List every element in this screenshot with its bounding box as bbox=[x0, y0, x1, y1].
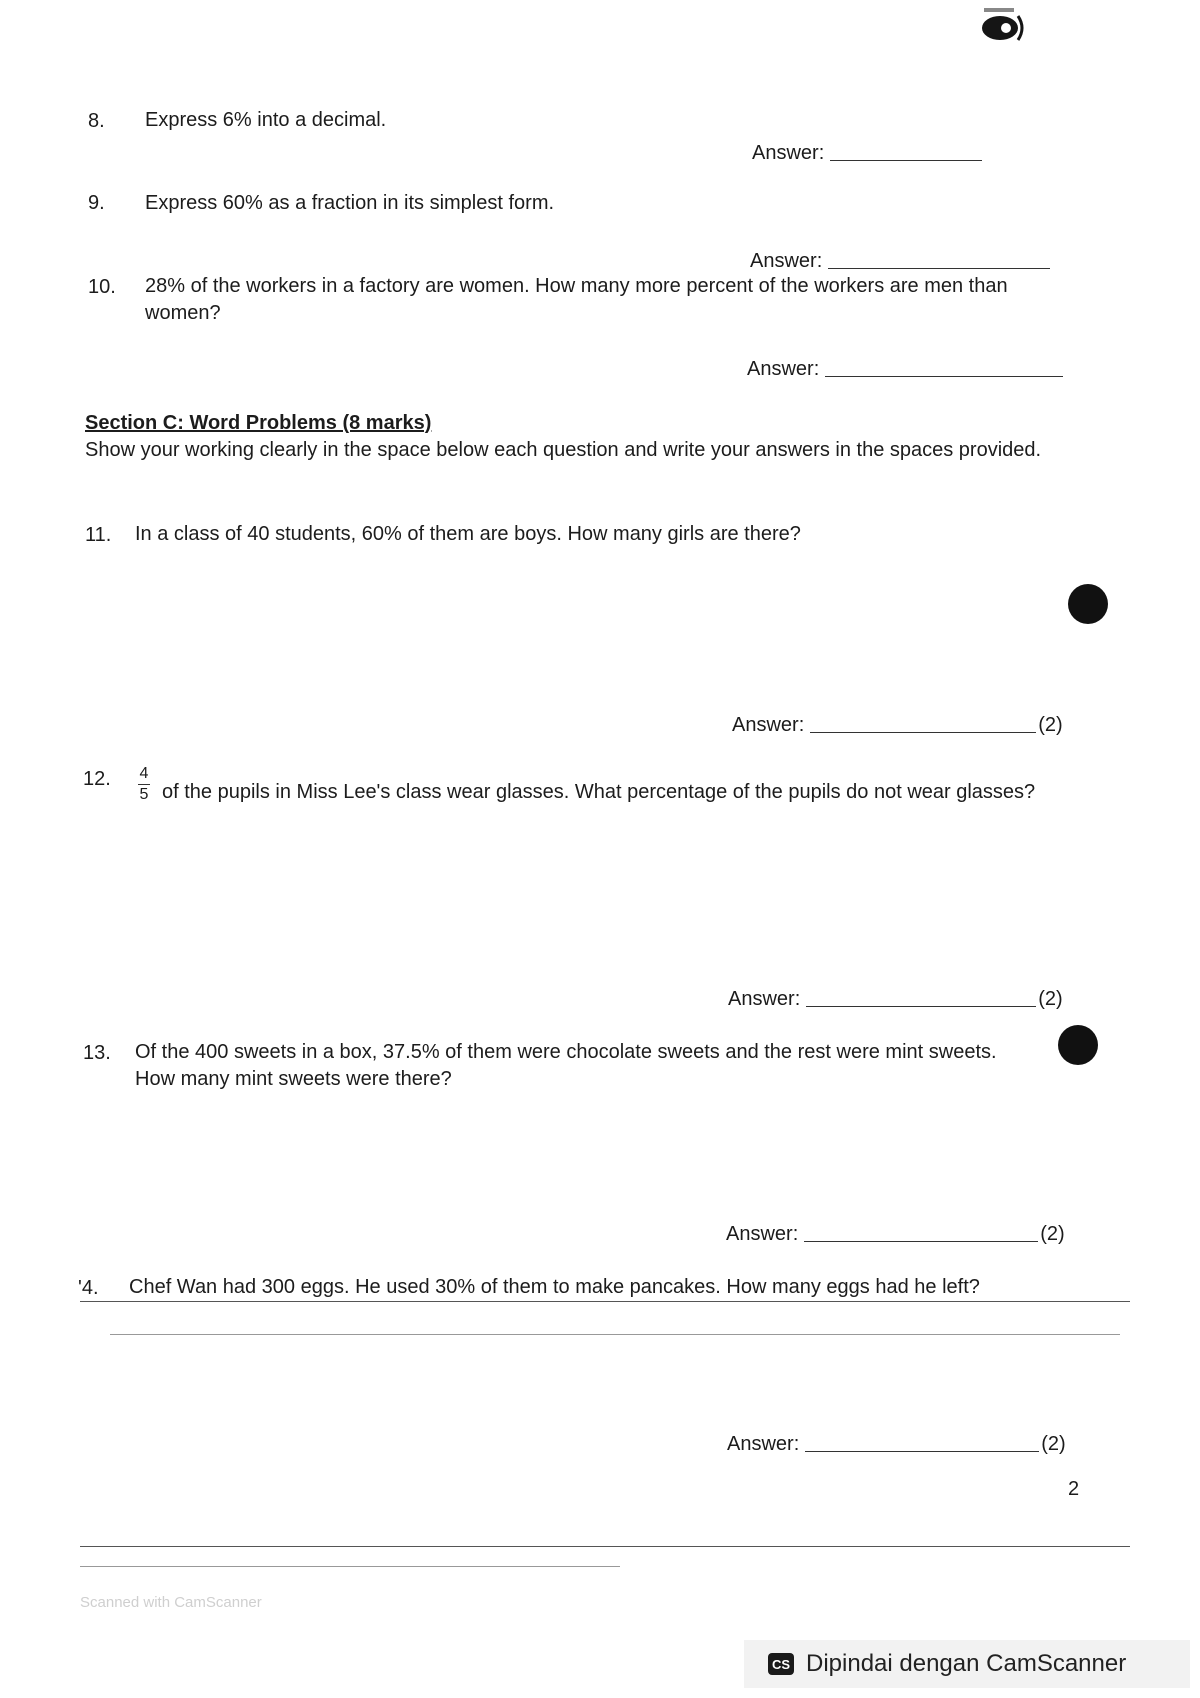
answer-line[interactable] bbox=[825, 376, 1063, 377]
question-12-number: 12. bbox=[83, 768, 111, 790]
question-12-text: of the pupils in Miss Lee's class wear glasses. What percentage of the pupils do not wear glasses? bbox=[162, 781, 1036, 803]
page-bottom-rule bbox=[80, 1546, 1130, 1547]
answer-line[interactable] bbox=[804, 1241, 1038, 1242]
question-13-answer[interactable] bbox=[726, 1223, 1065, 1246]
question-9-answer[interactable] bbox=[750, 250, 1050, 273]
question-10-answer[interactable] bbox=[747, 358, 1063, 381]
question-9-number: 9. bbox=[88, 192, 105, 214]
section-c-title: Section C: Word Problems (8 marks) bbox=[85, 412, 432, 434]
question-11-answer[interactable] bbox=[732, 714, 1063, 737]
question-10-number: 10. bbox=[88, 276, 116, 298]
question-12-answer[interactable] bbox=[728, 988, 1063, 1011]
answer-label: Answer: bbox=[732, 714, 805, 736]
answer-label: Answer: bbox=[728, 988, 801, 1010]
punch-hole-mark bbox=[1058, 1025, 1098, 1065]
question-8-answer[interactable] bbox=[752, 142, 982, 165]
page-number: 2 bbox=[1068, 1478, 1080, 1500]
camscanner-banner-text: Dipindai dengan CamScanner bbox=[806, 1650, 1127, 1677]
question-12-marks: (2) bbox=[1038, 988, 1063, 1010]
corner-stamp-icon bbox=[978, 6, 1028, 44]
question-14-answer[interactable] bbox=[727, 1433, 1066, 1456]
fraction-numerator: 4 bbox=[139, 765, 149, 782]
answer-label: Answer: bbox=[752, 142, 825, 164]
answer-label: Answer: bbox=[747, 358, 820, 380]
question-13-text: Of the 400 sweets in a box, 37.5% of them were chocolate sweets and the rest were mint sweets. How many mint sweets were there? bbox=[135, 1041, 997, 1090]
answer-line[interactable] bbox=[828, 268, 1050, 269]
question-11-text: In a class of 40 students, 60% of them are boys. How many girls are there? bbox=[135, 523, 801, 545]
section-c-instruction: Show your working clearly in the space below each question and write your answers in the spaces provided. bbox=[85, 439, 1042, 461]
question-13-marks: (2) bbox=[1040, 1223, 1065, 1245]
text-underline bbox=[80, 1301, 1130, 1302]
question-8-number: 8. bbox=[88, 110, 105, 132]
question-14-marks: (2) bbox=[1041, 1433, 1066, 1455]
answer-line[interactable] bbox=[805, 1451, 1039, 1452]
question-9-text: Express 60% as a fraction in its simplest form. bbox=[145, 192, 555, 214]
camscanner-logo-icon: CS bbox=[768, 1653, 794, 1675]
answer-label: Answer: bbox=[727, 1433, 800, 1455]
text-underline bbox=[110, 1334, 1120, 1335]
punch-hole-mark bbox=[1068, 584, 1108, 624]
answer-label: Answer: bbox=[750, 250, 823, 272]
question-8-text: Express 6% into a decimal. bbox=[145, 109, 387, 131]
question-14-number: '4. bbox=[78, 1277, 99, 1299]
question-11-marks: (2) bbox=[1038, 714, 1063, 736]
question-13-number: 13. bbox=[83, 1042, 111, 1064]
question-14-text: Chef Wan had 300 eggs. He used 30% of them to make pancakes. How many eggs had he left? bbox=[129, 1276, 980, 1298]
answer-label: Answer: bbox=[726, 1223, 799, 1245]
page-bottom-rule bbox=[80, 1566, 620, 1567]
question-10-text: 28% of the workers in a factory are women. How many more percent of the workers are men than women? bbox=[145, 275, 1008, 324]
answer-line[interactable] bbox=[806, 1006, 1036, 1007]
question-11-number: 11. bbox=[85, 524, 112, 546]
camscanner-banner bbox=[744, 1640, 1190, 1688]
answer-line[interactable] bbox=[810, 732, 1036, 733]
scanner-watermark: Scanned with CamScanner bbox=[80, 1594, 262, 1611]
fraction-denominator: 5 bbox=[139, 786, 149, 803]
answer-line[interactable] bbox=[830, 160, 982, 161]
